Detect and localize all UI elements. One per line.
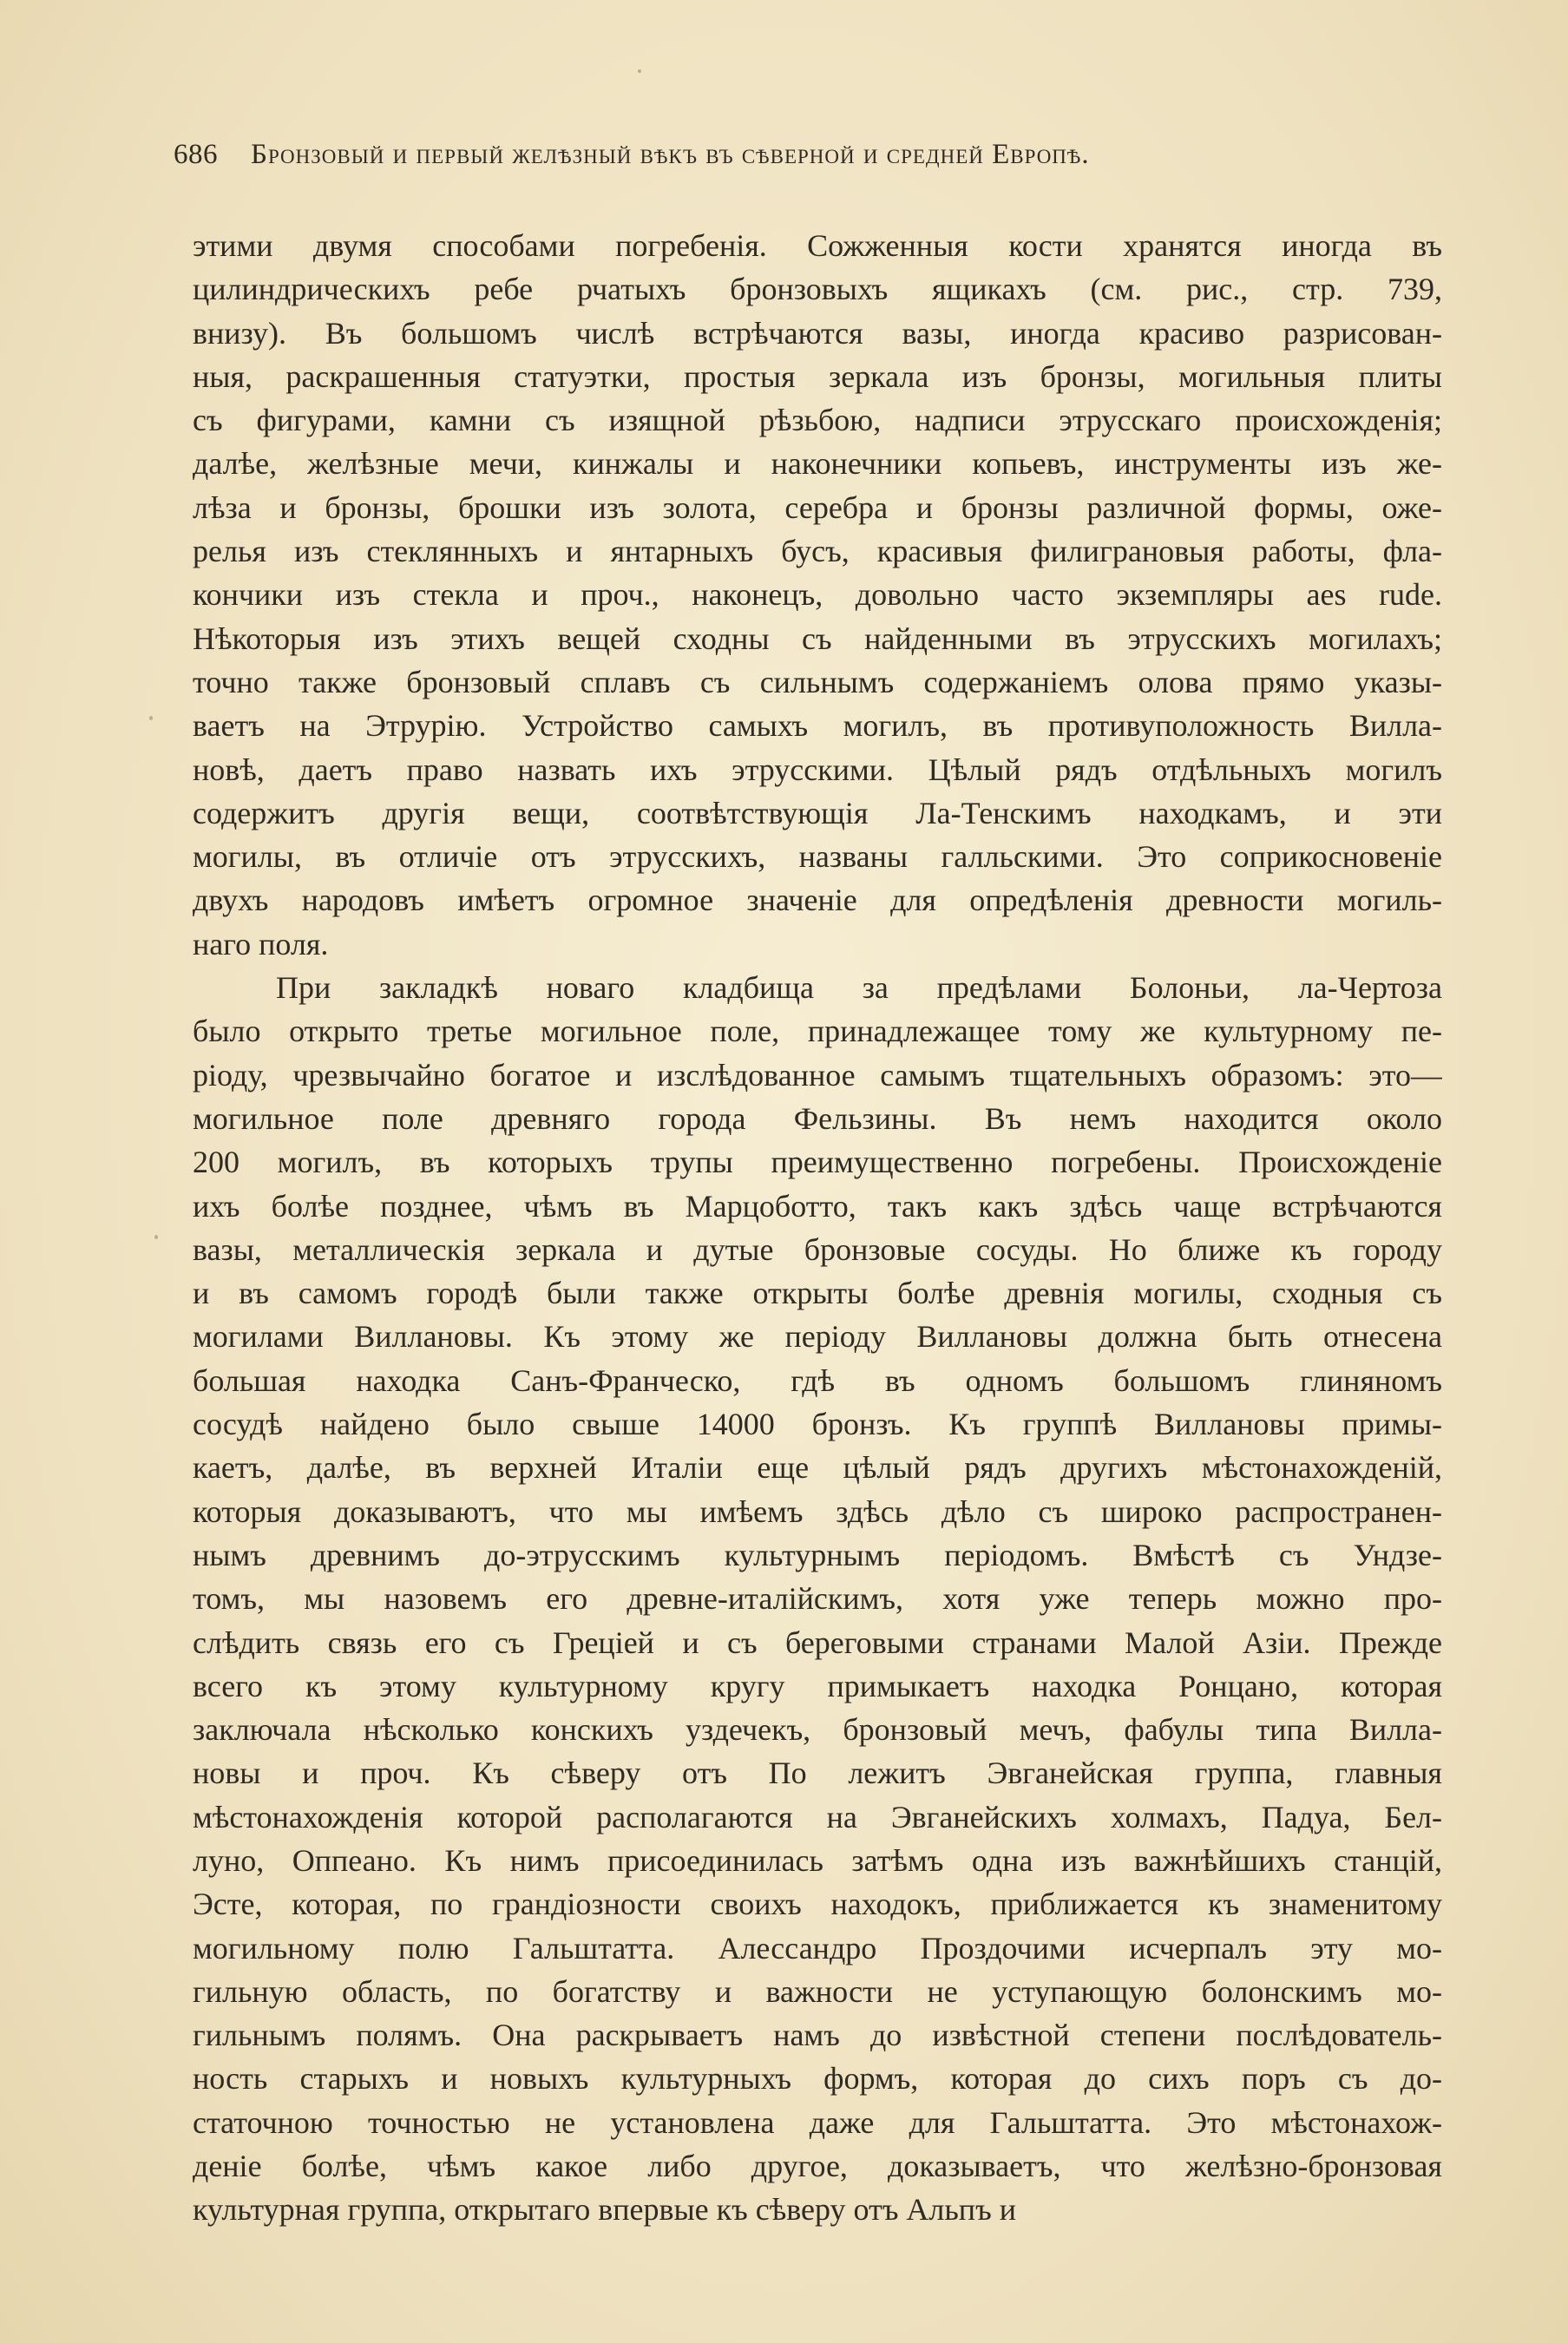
running-title: Бронзовый и первый желѣзный вѣкъ въ сѣверной и средней Европѣ. (251, 139, 1090, 170)
text-line: Нѣкоторыя изъ этихъ вещей сходны съ найденными въ этрусскихъ могилахъ; (193, 620, 1442, 656)
text-line: могильному полю Гальштатта. Алессандро Проздочими исчерпалъ эту мо- (193, 1930, 1442, 1966)
text-line: ріоду, чрезвычайно богатое и изслѣдованное самымъ тщательныхъ образомъ: это— (193, 1057, 1442, 1093)
paper-speck (149, 716, 153, 720)
text-line: Эсте, которая, по грандіозности своихъ находокъ, приближается къ знаменитому (193, 1887, 1442, 1922)
text-line: слѣдить связь его съ Греціей и съ береговыми странами Малой Азіи. Прежде (193, 1624, 1442, 1660)
text-line: содержитъ другія вещи, соотвѣтствующія Ла-Тенскимъ находкамъ, и эти (193, 795, 1442, 830)
text-line: При закладкѣ новаго кладбища за предѣлами Болоньи, ла-Чертоза (276, 970, 1442, 1006)
text-line: лѣза и бронзы, брошки изъ золота, серебра и бронзы различной формы, оже- (193, 489, 1442, 525)
text-line: заключала нѣсколько конскихъ уздечекъ, бронзовый мечъ, фабулы типа Вилла- (193, 1712, 1442, 1748)
page-number: 686 (174, 139, 218, 170)
text-line: сосудѣ найдено было свыше 14000 бронзъ. Къ группѣ Виллановы примы- (193, 1407, 1442, 1442)
text-line: культурная группа, открытаго впервые къ сѣверу отъ Альпъ и (193, 2192, 1016, 2228)
paper-speck (638, 69, 641, 73)
text-line: кончики изъ стекла и проч., наконецъ, довольно часто экземпляры aes rude. (193, 577, 1442, 613)
text-line: нымъ древнимъ до-этрусскимъ культурнымъ періодомъ. Вмѣстѣ съ Ундзе- (193, 1537, 1442, 1572)
text-line: каетъ, далѣе, въ верхней Италіи еще цѣлый рядъ другихъ мѣстонахожденій, (193, 1450, 1442, 1486)
text-line: томъ, мы назовемъ его древне-италійскимъ, хотя уже теперь можно про- (193, 1581, 1442, 1617)
text-line: съ фигурами, камни съ изящной рѣзьбою, надписи этрусскаго происхожденія; (193, 403, 1442, 438)
text-line: далѣе, желѣзные мечи, кинжалы и наконечники копьевъ, инструменты изъ же- (193, 446, 1442, 482)
body-text (193, 224, 1442, 2232)
text-line: могильное поле древняго города Фельзины. Въ немъ находится около (193, 1100, 1442, 1136)
text-line: цилиндрическихъ ребе рчатыхъ бронзовыхъ ящикахъ (см. рис., стр. 739, (193, 272, 1442, 307)
text-line: наго поля. (193, 926, 329, 961)
text-line: луно, Оппеано. Къ нимъ присоединилась затѣмъ одна изъ важнѣйшихъ станцій, (193, 1842, 1442, 1878)
text-line: новы и проч. Къ сѣверу отъ По лежитъ Эвганейская группа, главныя (193, 1756, 1442, 1791)
text-line: релья изъ стеклянныхъ и янтарныхъ бусъ, красивыя филиграновыя работы, фла- (193, 534, 1442, 569)
text-line: ныя, раскрашенныя статуэтки, простыя зеркала изъ бронзы, могильныя плиты (193, 358, 1442, 394)
text-line: которыя доказываютъ, что мы имѣемъ здѣсь дѣло съ широко распространен- (193, 1493, 1442, 1529)
text-line: деніе болѣе, чѣмъ какое либо другое, доказываетъ, что желѣзно-бронзовая (193, 2149, 1442, 2184)
text-line: гильнымъ полямъ. Она раскрываетъ намъ до извѣстной степени послѣдователь- (193, 2018, 1442, 2053)
text-line: ность старыхъ и новыхъ культурныхъ формъ, которая до сихъ поръ съ до- (193, 2061, 1442, 2097)
text-line: вазы, металлическія зеркала и дутые бронзовые сосуды. Но ближе къ городу (193, 1231, 1442, 1267)
text-line: 200 могилъ, въ которыхъ трупы преимущественно погребены. Происхожденіе (193, 1145, 1442, 1180)
text-line: точно также бронзовый сплавъ съ сильнымъ содержаніемъ олова прямо указы- (193, 664, 1442, 699)
text-line: было открыто третье могильное поле, принадлежащее тому же культурному пе- (193, 1014, 1442, 1049)
text-line: и въ самомъ городѣ были также открыты болѣе древнія могилы, сходныя съ (193, 1276, 1442, 1311)
text-line: всего къ этому культурному кругу примыкаетъ находка Ронцано, которая (193, 1668, 1442, 1703)
text-line: двухъ народовъ имѣетъ огромное значеніе для опредѣленія древности могиль- (193, 883, 1442, 918)
text-line: могилы, въ отличіе отъ этрусскихъ, названы галльскими. Это соприкосновеніе (193, 839, 1442, 875)
text-line: мѣстонахожденія которой располагаются на Эвганейскихъ холмахъ, Падуа, Бел- (193, 1799, 1442, 1834)
text-line: статочною точностью не установлена даже для Гальштатта. Это мѣстонахож- (193, 2104, 1442, 2140)
text-line: ихъ болѣе позднее, чѣмъ въ Марцоботто, такъ какъ здѣсь чаще встрѣчаются (193, 1188, 1442, 1224)
running-header (174, 139, 1440, 171)
paper-speck (154, 1235, 158, 1239)
text-line: новѣ, даетъ право назвать ихъ этрусскими. Цѣлый рядъ отдѣльныхъ могилъ (193, 751, 1442, 787)
text-line: могилами Виллановы. Къ этому же періоду Виллановы должна быть отнесена (193, 1319, 1442, 1355)
text-line: ваетъ на Этрурію. Устройство самыхъ могилъ, въ противуположность Вилла- (193, 708, 1442, 744)
text-line: внизу). Въ большомъ числѣ встрѣчаются вазы, иногда красиво разрисован- (193, 315, 1442, 351)
text-line: гильную область, по богатству и важности не уступающую болонскимъ мо- (193, 1973, 1442, 2009)
text-line: большая находка Санъ-Франческо, гдѣ въ одномъ большомъ глиняномъ (193, 1362, 1442, 1398)
text-line: этими двумя способами погребенія. Сожженныя кости хранятся иногда въ (193, 228, 1442, 263)
